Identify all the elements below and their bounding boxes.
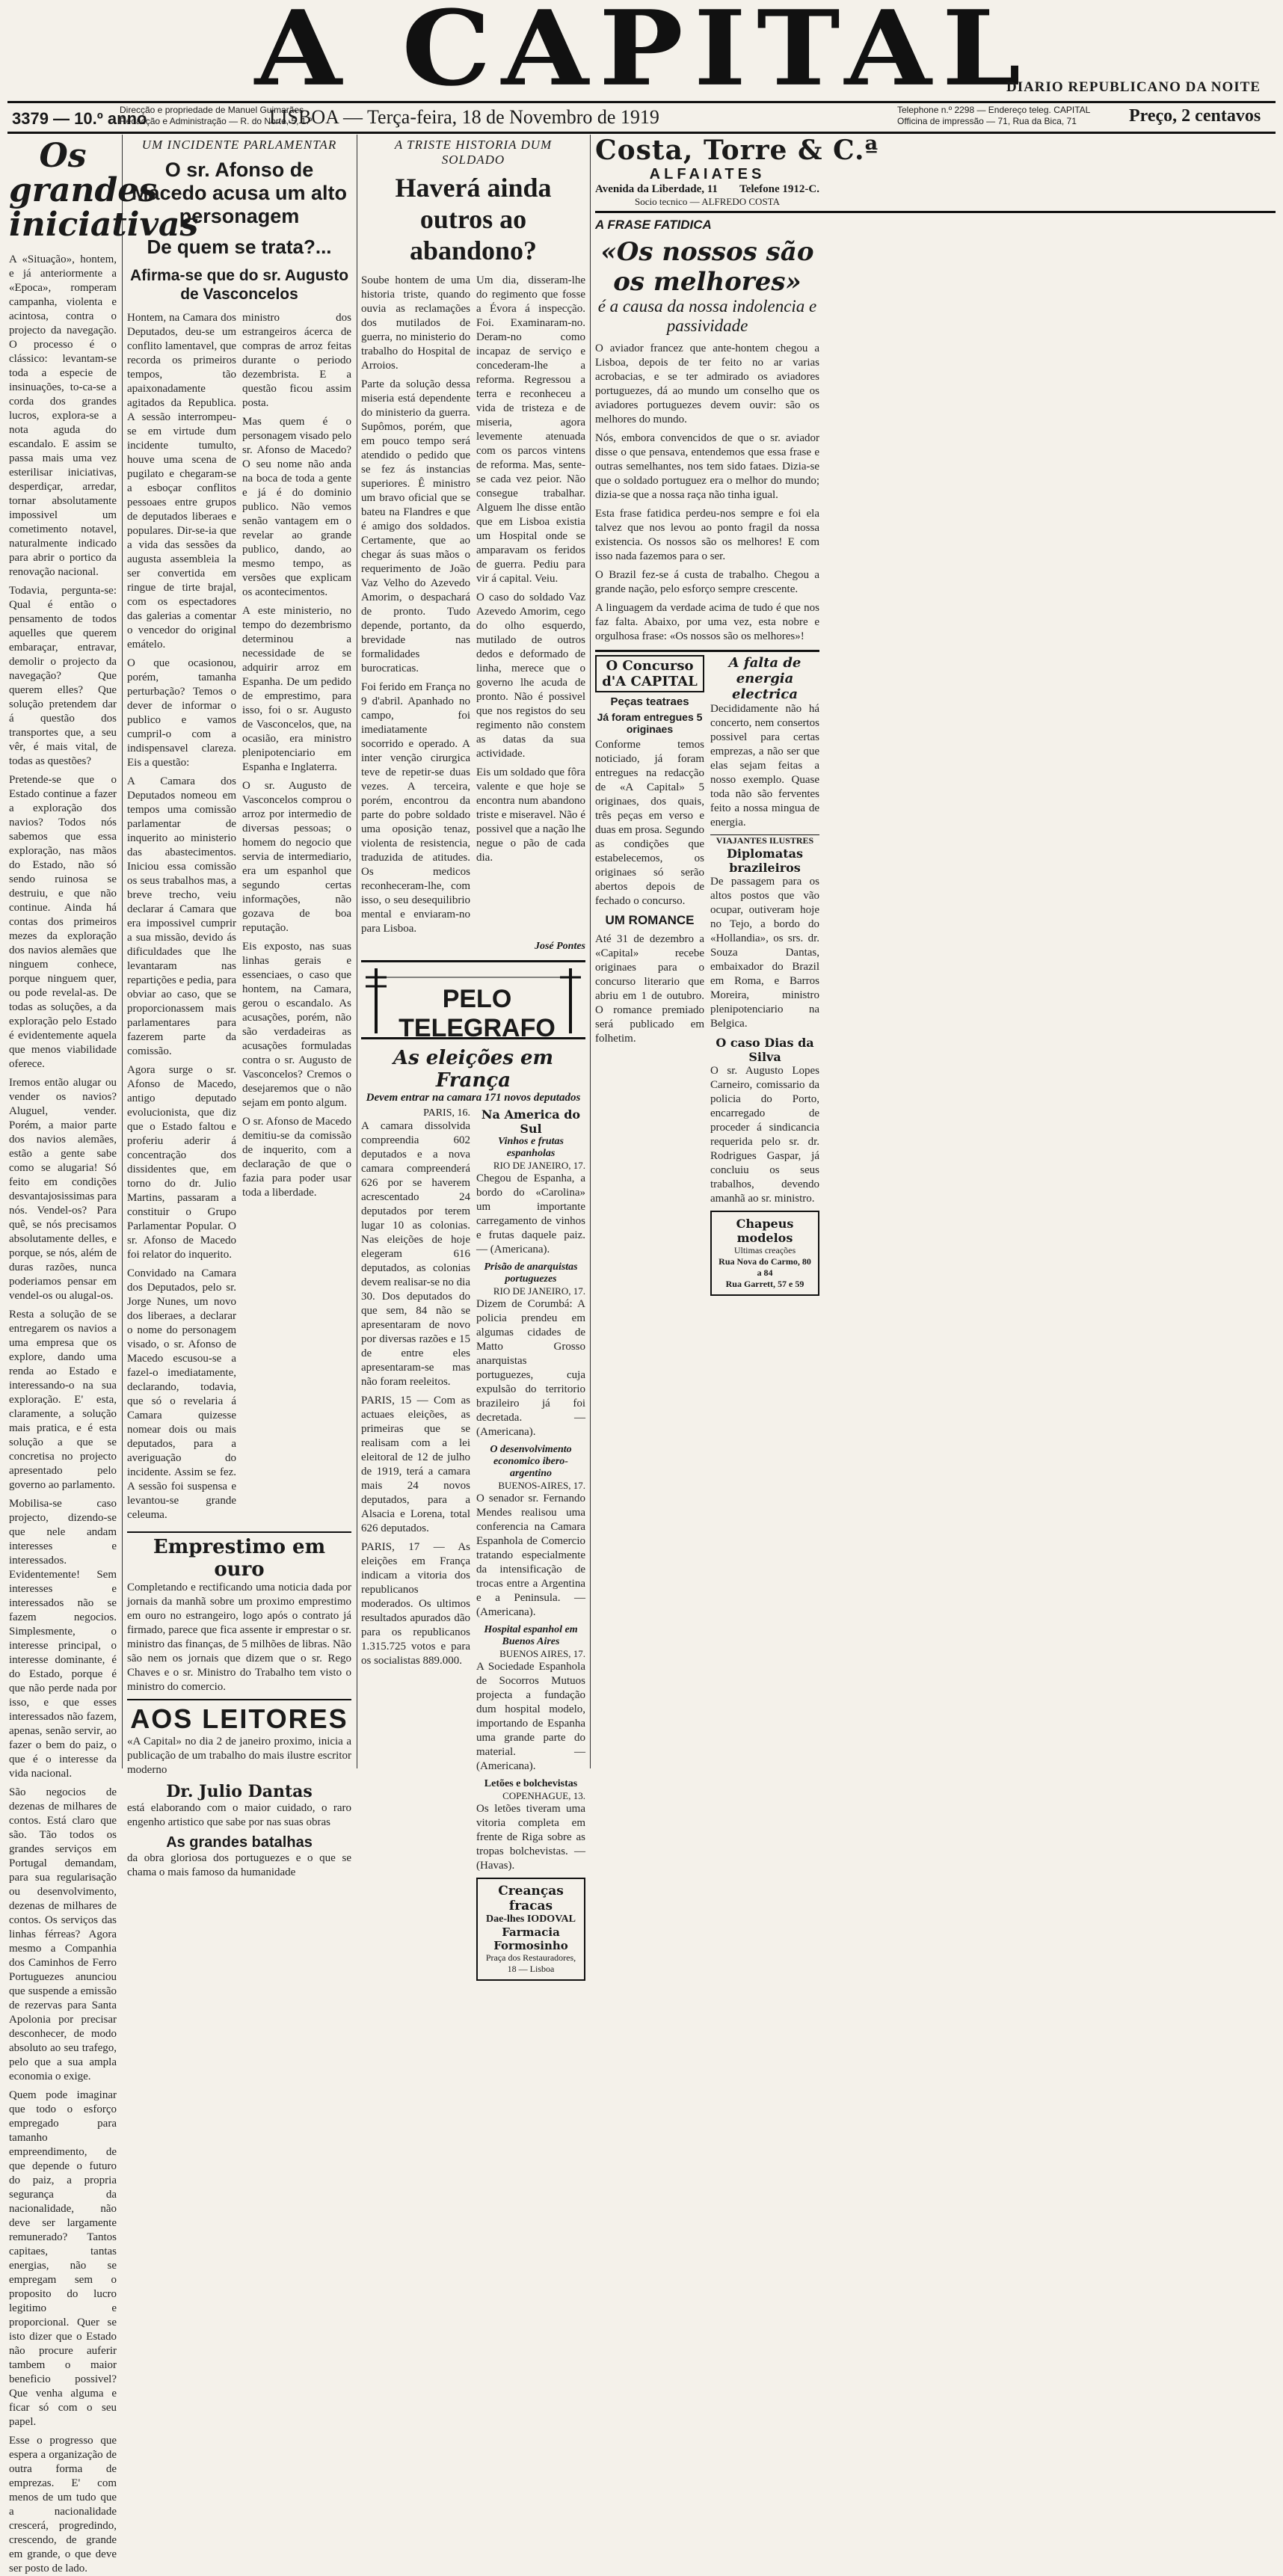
newspaper-subtitle: DIARIO REPUBLICANO DA NOITE: [1006, 79, 1261, 95]
subhead-indolencia: é a causa da nossa indolencia e passividade: [597, 297, 817, 335]
telephone-line-1: Telephone n.º 2298 — Endereço teleg. CAPITAL: [897, 105, 1091, 115]
article-body: [595, 342, 819, 644]
dateline-rio: RIO DE JANEIRO, 17.: [493, 1285, 585, 1297]
ad-farmacia-addr: Praça dos Restauradores, 18 — Lisboa: [485, 1952, 576, 1974]
ad-chapeus-title: Chapeus modelos: [736, 1217, 794, 1245]
paragraph: A «Situação», hontem, e já anteriormente a «Epoca», romperam campanha, violenta e acintosa, contra o projecto da navegação. O processo é o clássico: levantam-se toda a especie de insinuações, to-ca-se a corda dos grandes lucros, explora-se a nota aguda do escandalo. E assim se passa mais uma vez esterilisar iniciativas, desperdiçar, arredar, tornar absolutamente impossivel um cometimento notavel, naturalmente indicado para abrir o portico da renovação nacional.: [9, 253, 117, 578]
direction-line-1: Direcção e propriedade de Manuel Guimarães: [120, 105, 304, 115]
paragraph: Agora surge o sr. Afonso de Macedo, antigo deputado evolucionista, que diz que o Estado faltou e proferiu aderir á concentração dos dissidentes que, em torno do dr. Julio Martins, passaram a constituir o Grupo Parlamentar Popular. O sr. Afonso de Macedo foi relator do inquerito.: [127, 1064, 236, 1261]
subhead-letoes: Letões e bolchevistas: [484, 1778, 578, 1789]
romance-text: Até 31 de dezembro a «Capital» recebe originaes para o concurso literario que abriu em 1 de outubro. O romance premiado será publicado em folhetim.: [595, 933, 704, 1045]
headline-america-sul: Na America do Sul: [481, 1107, 581, 1136]
paragraph: Eis um soldado que fôra valente e que hoje se encontra num abandono triste e miseravel. Não é possivel que a nação lhe negue o pão de cada dia.: [476, 766, 585, 864]
column-rule: [590, 135, 591, 1768]
kicker-incidente: UM INCIDENTE PARLAMENTAR: [141, 138, 337, 152]
ad-chapeus-addr2: Rua Garrett, 57 e 59: [725, 1279, 804, 1289]
headline-os-nossos: «Os nossos são os melhores»: [600, 237, 814, 297]
paragraph: Um dia, disseram-lhe do regimento que fosse a Évora á inspecção. Foi. Examinaram-no. Deram-no como incapaz de serviço e concederam-lhe a reforma. Regressou a terra e reconheceu a vida de tristeza e de miseria, agora levemente atenuada com os parcos vintens de reforma. Mas, sente-se cada vez peior. Não consegue trabalhar. Alguem lhe disse então que em Lisboa existia um Hospital onde se amparavam os feridos de guerra. Pediu para vir á capital. Veiu.: [476, 274, 585, 585]
kicker-frase-fatidica: A FRASE FATIDICA: [595, 218, 712, 232]
paragraph: A este ministerio, no tempo do dezembrismo determinou a necessidade de se adquirir arroz em Espanha. De um pedido de emprestimo, para isso, foi o sr. Augusto de Vasconcelos, que, na ocasião, era ministro plenipotenciario em Espanha e Inglaterra.: [242, 605, 351, 773]
headline-grandes-iniciativas: Os grandes iniciativas: [9, 137, 199, 244]
dateline-copenhague: COPENHAGUE, 13.: [502, 1790, 585, 1801]
paragraph: O sr. Afonso de Macedo demitiu-se da comissão de inquerito, com a declaração de que o fazia para poder usar toda a liberdade.: [242, 1116, 351, 1199]
paragraph: O caso do soldado Vaz Azevedo Amorim, cego do olho esquerdo, mutilado de outros dedos e deformado de linha, merece que o governo lhe acuda de pronto. Não é possivel que nos registos do seu regimento não constem as datas da sua actividade.: [476, 591, 585, 760]
column-right: [595, 135, 1276, 1768]
telegrafo-right: [476, 1107, 585, 1985]
emprestimo-section: [127, 1531, 351, 1694]
headline-energia: A falta de energia electrica: [728, 655, 802, 702]
dateline-buenos-aires: BUENOS-AIRES, 17.: [498, 1480, 585, 1491]
ad-socio: Socio tecnico — ALFREDO COSTA: [635, 196, 780, 207]
kicker-viajantes: VIAJANTES ILUSTRES: [710, 834, 819, 846]
headline-eleicoes-franca: As eleições em França: [393, 1047, 554, 1092]
paragraph: A camara dissolvida compreendia 602 deputados e a nova camara compreenderá 626 por se haverem acrescentado 24 deputados por terem lugar 10 as colonias. Nas eleições de hoje elegeram 616 deputados, as colonias devem realisar-se no dia 30. Dos deputados do que sem, 84 não se apresentaram de novo por diversas razões e 15 de entre eles apresentaram-se mas não foram reeleitos.: [361, 1120, 470, 1388]
paragraph: Nós, embora convencidos de que o sr. aviador disse o que pensava, entendemos que essa frase e outras semelhantes, nos tem sido fataes. Dizia-se que o soldado portuguez era o melhor do mundo; dizia-se que a nossa raça não tinha igual.: [595, 432, 819, 501]
paragraph: Soube hontem de uma historia triste, quando ouvia as reclamações dos mutilados de guerra, no ministerio do trabalho do Hospital de Arroios.: [361, 274, 470, 372]
hospital-text: A Sociedade Espanhola de Socorros Mutuos projecta a fundação dum hospital modelo, importando de Espanha uma grande parte do material. — (Americana).: [476, 1661, 585, 1772]
paragraph: ministro dos estrangeiros ácerca de compras de arroz feitas durante o periodo dezembrista. E a questão ficou assim posta.: [242, 312, 351, 409]
dateline-buenos-aires: BUENOS AIRES, 17.: [499, 1648, 585, 1659]
ad-chapeus-sub: Ultimas creações: [733, 1245, 796, 1255]
ad-creancas: Creanças fracas: [498, 1884, 564, 1913]
telephone-line-2: Officina de impressão — 71, Rua da Bica, 71: [897, 116, 1077, 126]
ad-telephone: Telefone 1912-C.: [739, 183, 819, 195]
rio-text: Chegou de Espanha, a bordo do «Carolina» um importante carregamento de vinhos e frutas daquele paiz. — (Americana).: [476, 1172, 585, 1255]
ad-costa-torre: [595, 135, 1276, 213]
dantas-text: está elaborando com o maior cuidado, o raro engenho artistico que sabe por nas suas obras: [127, 1802, 351, 1828]
telegrafo-title: PELO TELEGRAFO: [399, 985, 556, 1042]
paragraph: O que ocasionou, porém, tamanha perturbação? Temos o dever de informar o publico e vamos cumpril-o com a indispensavel clareza. Eis a questão:: [127, 657, 236, 769]
subhead-pecas: Peças teatraes: [610, 695, 689, 708]
masthead: [0, 0, 1283, 109]
paragraph: Hontem, na Camara dos Deputados, deu-se um conflito lamentavel, que recorda os primeiros tempos, tão apaixonadamente agitados da Republica. A sessão interrompeu-se em virtude dum incidente tumulto, houve uma scena de pugilato e chegaram-se a esboçar conflitos pessoaes entre grupos de deputados liberaes e populares. Dir-se-ia que a vida das sessões da augusta assembleia la ser convertida em ringue de tirte brajal, com os espectadores das galerias a comentar o vencedor do original emátelo.: [127, 312, 236, 651]
grandes-batalhas: As grandes batalhas: [166, 1834, 313, 1851]
paragraph: Esse o progresso que espera a organização de outra forma de emprezas. E' com menos de um tudo que a nacionalidade crescerá, progredindo, crescendo, de grande em grande, o que deve ser posto de lado.: [9, 2435, 117, 2575]
emprestimo-text: Completando e rectificando uma noticia dada por jornais da manhã sobre um proximo emprestimo em ouro no estrangeiro, logo após o contrato já firmado, parece que fica assente ir emprestar o sr. ministro das finanças, de 5 milhões de libras. Não são nem os jornais que dizem que o sr. Rego Chaves e o sr. Ministro do Trabalho tem visto o ministro do comercio.: [127, 1581, 351, 1693]
article-body: [242, 311, 351, 1527]
eleicoes-body: [361, 1119, 470, 1668]
article-columns: [361, 274, 585, 941]
ad-farmacia: Farmacia Formosinho: [493, 1925, 568, 1952]
direction-info: [120, 105, 313, 127]
info-bar: [7, 101, 1276, 134]
energia-section: [710, 655, 819, 1300]
subhead-desenvolvimento: O desenvolvimento economico ibero-argentino: [490, 1444, 572, 1479]
subhead-vinhos: Vinhos e frutas espanholas: [498, 1136, 564, 1159]
ad-contact: [595, 183, 819, 196]
headline-concurso: O Concurso d'A CAPITAL: [595, 655, 704, 692]
ad-name: Costa, Torre & C.ª: [595, 135, 879, 166]
headline-romance: UM ROMANCE: [605, 913, 695, 927]
ad-trade: ALFAIATES: [649, 166, 766, 182]
ad-chapeus-addr1: Rua Nova do Carmo, 80 a 84: [719, 1256, 811, 1278]
paragraph: PARIS, 17 — As eleições em França indicam a vitoria dos republicanos moderados. Os ultimos resultados apurados dão para os republicanos 1.315.725 votos e para os socialistas 889.000.: [361, 1541, 470, 1667]
headline-abandono: Haverá ainda outros ao abandono?: [395, 173, 552, 265]
paragraph: São negocios de dezenas de milhares de contos. Está claro que são. Tão todos os grandes serviços em Portugal demandam, para sua regularisação ou desenvolvimento, dezenas de milhares de contos. Os serviços das linhas férreas? Agora mesmo a Companhia dos Caminhos de Ferro Portuguezes anunciou que suspende a emissão de rezervas para Santa Apolonia por precisar desconhecer, de modo absoluto ao seu trafego, pelo que a sua ampla economia o exige.: [9, 1786, 117, 2082]
ad-iodoval-text: Dae-lhes IODOVAL: [486, 1913, 576, 1925]
subhead-hospital: Hospital espanhol em Buenos Aires: [484, 1624, 578, 1647]
aos-leitores-text: «A Capital» no dia 2 de janeiro proximo, inicia a publicação de um trabalho do mais ilustre escritor moderno: [127, 1736, 351, 1776]
julio-dantas: Dr. Julio Dantas: [166, 1782, 313, 1801]
diplomatas-text: De passagem para os altos postos que vão ocupar, outiveram hoje no Tejo, a bordo do «Hollandia», os srs. dr. Souza Dantas, embaixador do Brazil em Roma, e Barros Moreira, ministro plenipotenciario na Belgica.: [710, 876, 819, 1030]
column-incidente-parlamentar: [127, 135, 351, 1878]
bottom-section: [595, 650, 819, 1300]
paragraph: O Brazil fez-se á custa de trabalho. Chegou a grande nação, pelo esforço sempre crescente.: [595, 569, 819, 595]
telegrafo-columns: [361, 1107, 585, 1985]
column-triste-historia: [361, 135, 585, 1974]
paragraph: Todavia, pergunta-se: Qual é então o pensamento de todos aquelles que querem embaraçar, entravar, demolir o projecto da navegação? Que querem elles? Que solução pretendem dar á questão dos transportes que, a seu vêr, é mais vital, de todas as questões?: [9, 585, 117, 767]
paragraph: Resta a solução de se entregarem os navios a uma empresa que os explore, dando uma renda ao Estado e interessando-o na sua exploração. E' esta, claramente, a solução mais pratica, e é esta solução a que se concretisa no projecto apresentado pelo governo ao parlamento.: [9, 1309, 117, 1491]
aos-leitores-section: [127, 1699, 351, 1880]
paragraph: O sr. Augusto de Vasconcelos comprou o arroz por intermedio de diversas pessoas; o homem do negocio que servia de intermediario, era um espanhol que segundo certas informações, não gozava de boa reputação.: [242, 780, 351, 934]
pelo-telegrafo-banner: [361, 960, 585, 1042]
eleicoes-subhead: Devem entrar na camara 171 novos deputados: [366, 1092, 581, 1104]
issue-number: 3379 — 10.º anno: [12, 109, 147, 128]
subhead-prisao: Prisão de anarquistas portuguezes: [484, 1261, 578, 1285]
ad-address: Avenida da Liberdade, 11: [595, 183, 718, 195]
headline-diplomatas: Diplomatas brazileiros: [727, 846, 803, 875]
concurso-section: [595, 655, 704, 1300]
paragraph: Parte da solução dessa miseria está dependente do ministerio da guerra. Supômos, porém, que em pouco tempo será atendido o pedido que se fez ás instancias superiores. Ê ministro um bravo oficial que se bateu na Flandres e que é amigo dos soldados. Certamente, que ao chegar ás suas mãos o requerimento de João Vaz Velho do Azevedo Amorim, o despachará de pronto. Tudo depende, portanto, da brevidade nas formalidades burocraticas.: [361, 378, 470, 674]
kicker-soldado: A TRISTE HISTORIA DUM SOLDADO: [394, 138, 553, 167]
article-body: [476, 274, 585, 941]
paragraph: Convidado na Camara dos Deputados, pelo sr. Jorge Nunes, um novo dos liberaes, a declarar o nome do personagem visado, o sr. Afonso de Macedo escusou-se a fazel-o imediatamente, declarando, todavia, que só o revelaria á Camara quizesse nomear dois ou mais deputados, para a averiguação do incidente. Assim se fez. A sessão foi suspensa e levantou-se grande celeuma.: [127, 1267, 236, 1521]
article-body: [9, 253, 117, 2576]
headline-aos-leitores: AOS LEITORES: [130, 1703, 348, 1734]
paragraph: Mobilisa-se caso projecto, dizendo-se que nele andam interesses e interessados. Evidentemente! Sem interesses e interessados não se fazem negocios. Simplesmente, o interesse principal, o interesse dominante, é do Estado, porque é que não perde nada por isso, e que esses interessados não fazem, apenas, senão servir, ao fazer o bem do paiz, o que é o interesse da vida nacional.: [9, 1498, 117, 1780]
letoes-text: Os letões tiveram uma vitoria completa em frente de Riga sobre as tropas bolchevistas. — (Havas).: [476, 1803, 585, 1872]
paragraph: Iremos então alugar ou vender os navios? Aluguel, vender. Porém, a maior parte dos navios alemães, estão a gente sabe como se alugaria! Só feito em condições desvantajosissimas para nós. Vendel-os? Para quê, se nós precisamos absolutamente delles, e porque, se nós, além de duras razões, nunca poderiamos pensar em vendel-os ou alugal-os.: [9, 1077, 117, 1302]
paragraph: Foi ferido em França no 9 d'abril. Apanhado no campo, foi imediatamente socorrido e operado. A inter venção cirurgica teve de repetir-se duas vezes. A terceira, porém, encontrou da parte do pobre soldado uma oposição tenaz, violenta de resistencia, traduzida de atitudes. Os medicos reconheceram-lhe, com isso, o seu desequilibrio mental e enviaram-no para Lisboa.: [361, 681, 470, 935]
prisao-text: Dizem de Corumbá: A policia prendeu em algumas cidades de Matto Grosso anarquistas portuguezes, cuja expulsão do territorio brazileiro já foi decretada. — (Americana).: [476, 1298, 585, 1438]
subhead-quem-se-trata: De quem se trata?...: [147, 236, 332, 258]
direction-line-2: Redacção e Administração — R. do Norte, 5, 1.º: [120, 116, 313, 126]
article-body: [361, 274, 470, 941]
telephone-info: [897, 105, 1114, 127]
headline-afonso-macedo: O sr. Afonso de Macedo acusa um alto personagem: [131, 159, 348, 227]
article-columns: [127, 311, 351, 1527]
paragraph: Eis exposto, nas suas linhas gerais e essenciaes, o caso que hontem, na Camara, gerou o escandalo. As acusações, porém, não são verdadeiras as acusações formuladas contra o sr. Augusto de Vasconcelos? Cremos o desejaremos que o não sejam em ponto algum.: [242, 941, 351, 1109]
desenvolvimento-text: O senador sr. Fernando Mendes realisou uma conferencia na Camara Espanhola de Comercio tratando especialmente da intensificação de trocas entre a Argentina e a Peninsula. — (Americana).: [476, 1493, 585, 1618]
ad-iodoval: [476, 1878, 585, 1981]
dias-silva-text: O sr. Augusto Lopes Carneiro, comissario da policia do Porto, encarregado de proceder á sindicancia requerida pelo sr. dr. Rodrigues Gaspar, já concluiu os seus trabalhos, devendo amanhã ao sr. ministro.: [710, 1065, 819, 1205]
concurso-text: Conforme temos noticiado, já foram entregues na redacção de «A Capital» 5 originaes, dos quais, três peças em verso e duas em prosa. Segundo as condições que estabelecemos, os originaes só serão abertos depois de fechado o concurso.: [595, 739, 704, 907]
paragraph: PARIS, 15 — Com as actuaes eleições, as primeiras que se realisam com a lei eleitoral de 12 de julho de 1919, terá a camara mais 24 novos deputados, para a Alsacia e Lorena, total 626 deputados.: [361, 1395, 470, 1534]
dateline-rio: RIO DE JANEIRO, 17.: [493, 1160, 585, 1171]
ad-chapeus: [710, 1211, 819, 1296]
price: Preço, 2 centavos: [1129, 106, 1261, 126]
signature-jose-pontes: José Pontes: [534, 941, 585, 952]
newspaper-title: A CAPITAL: [254, 0, 1032, 109]
paragraph: O aviador francez que ante-hontem chegou a Lisboa, depois de ter feito no ar varias acrobacias, e se ter admirado os aviadores portuguezes, dá ao mundo um conselho que os aviadores portuguezes devem ouvir: são os melhores do mundo.: [595, 342, 819, 425]
paragraph: Mas quem é o personagem visado pelo sr. Afonso de Macedo? O seu nome não anda na boca de toda a gente e já é do dominio publico. Não vemos senão vantagem em o revelar ao grande publico, dando, ao mesmo tempo, as versões que explicam os acontecimentos.: [242, 416, 351, 598]
dateline-paris: PARIS, 16.: [423, 1107, 470, 1119]
paragraph: Esta frase fatidica perdeu-nos sempre e foi ela talvez que nos levou ao ponto fragil da nossa existencia. Os nossos são os melhores! E com isso nada fazemos para o ser.: [595, 508, 819, 562]
batalhas-text: da obra gloriosa dos portuguezes e o que se chama o mais famoso da humanidade: [127, 1852, 351, 1878]
column-rule: [122, 135, 123, 1768]
paragraph: A linguagem da verdade acima de tudo é que nos faz falta. Abaixo, por uma vez, esta nobre e orgulhosa frase: «Os nossos são os melhores»!: [595, 602, 819, 642]
headline-dias-silva: O caso Dias da Silva: [716, 1036, 814, 1064]
paragraph: Quem pode imaginar que todo o esforço empregado para tamanho empreendimento, de que depende o futuro do paiz, a propria segurança da nacionalidade, não deve ser largamente remunerado? Tantos capitaes, tantas energias, não se empregam sem o proposito do lucro legitimo e proporcional. Quer se isto dizer que o Estado não procure auferir tambem o maior beneficio possivel? Que venha alguma e ficar só com o seu papel.: [9, 2089, 117, 2428]
dateline: LISBOA — Terça-feira, 18 de Novembro de 1919: [269, 106, 659, 128]
paragraph: A Camara dos Deputados nomeou em tempos uma comissão parlamentar de inquerito ao ministerio das abastecimentos. Iniciou essa comissão os seus trabalhos mas, a breve trecho, veiu declarar á Camara que era impossivel cumprir a sua missão, devido ás dificuldades que lhe levantaram nas repartições e pedia, para obviar ao caso, que se proporcionassem mais parlamentares para fazerem parte da comissão.: [127, 775, 236, 1057]
telegrafo-left: [361, 1107, 470, 1985]
subhead-entregues: Já foram entregues 5 originaes: [597, 711, 703, 735]
energia-text: Decididamente não há concerto, nem consertos possivel para certas emprezas, a não ser que elas sejam feitas a nosso exemplo. Quase toda não são ferventes feito a nossa mingua de energia.: [710, 703, 819, 829]
paragraph: Pretende-se que o Estado continue a fazer a exploração dos navios? Todos nós sabemos que essa exploração, nas mãos do Estado, não só sendo ruinosa se destruiu, e que não continue. Ainda há contas dos primeiros mezes da exploração dos navios alemães que ninguem conhece, porque ninguem quer, ou pode revelal-as. De todas as soluções, a da exploração pelo Estado é evidentemente aquela que menos viabilidade oferece.: [9, 774, 117, 1070]
subhead-vasconcelos: Afirma-se que do sr. Augusto de Vasconcelos: [129, 267, 349, 303]
headline-emprestimo: Emprestimo em ouro: [153, 1536, 326, 1581]
article-body: [127, 311, 236, 1527]
